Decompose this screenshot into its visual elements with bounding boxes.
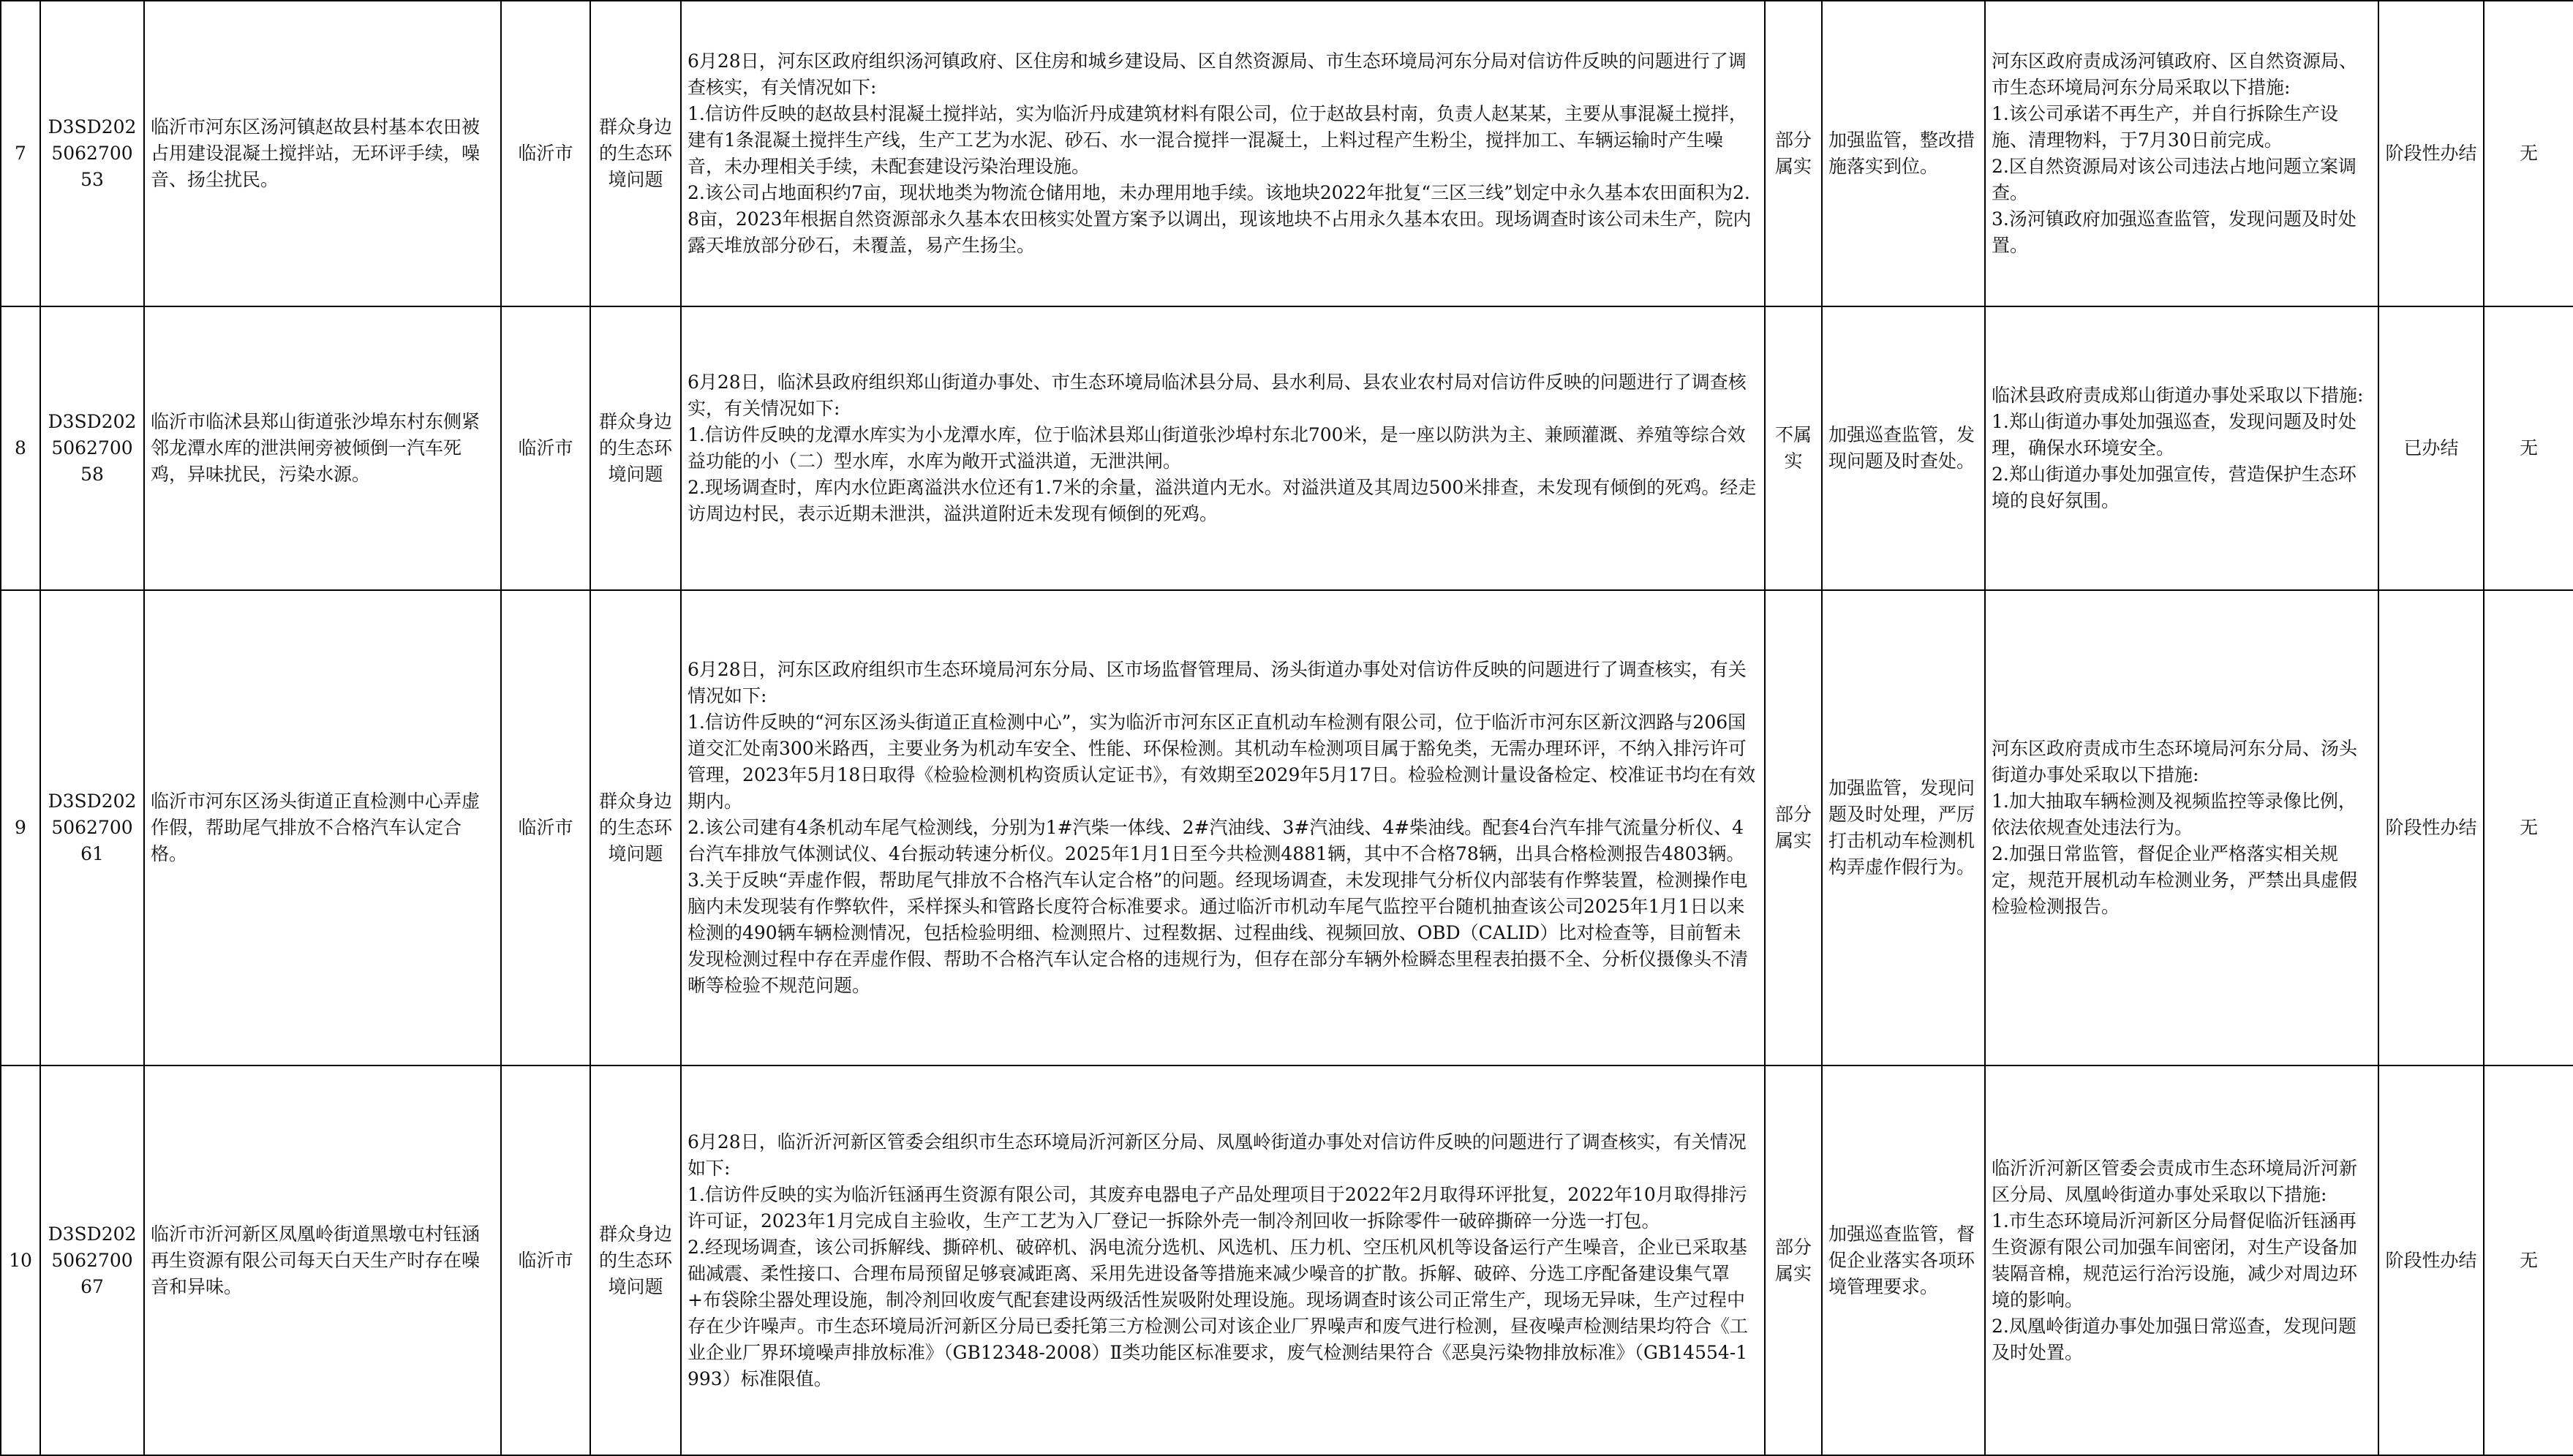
- rectification-measures: [1985, 306, 2378, 590]
- table-row: [1, 1, 2573, 306]
- case-code: D3SD202506270058: [40, 306, 144, 590]
- row-index: 8: [1, 306, 40, 590]
- investigation-result: [681, 1065, 1765, 1455]
- measure-paragraph: 河东区政府责成汤河镇政府、区自然资源局、市生态环境局河东分局采取以下措施:: [1992, 50, 2358, 98]
- measure-paragraph: 3.汤河镇政府加强巡查监管，发现问题及时处置。: [1992, 208, 2357, 256]
- measure-paragraph: 河东区政府责成市生态环境局河东分局、汤头街道办事处采取以下措施:: [1992, 738, 2358, 785]
- handling-status: 阶段性办结: [2378, 590, 2484, 1065]
- investigation-result: [681, 590, 1765, 1065]
- measure-paragraph: 2.区自然资源局对该公司违法占地问题立案调查。: [1992, 156, 2357, 203]
- measures-summary: 加强监管，整改措施落实到位。: [1822, 1, 1985, 306]
- complaint-content: 临沂市沂河新区凤凰岭街道黑墩屯村钰涵再生资源有限公司每天白天生产时存在噪音和异味。: [144, 1065, 501, 1455]
- complaint-content: 临沂市临沭县郑山街道张沙埠东村东侧紧邻龙潭水库的泄洪闸旁被倾倒一汽车死鸡，异味扰民，污染水源。: [144, 306, 501, 590]
- city: 临沂市: [501, 306, 590, 590]
- verdict: 部分属实: [1765, 1, 1822, 306]
- investigation-paragraph: 6月28日，河东区政府组织汤河镇政府、区住房和城乡建设局、区自然资源局、市生态环境局河东分局对信访件反映的问题进行了调查核实，有关情况如下:: [687, 50, 1747, 98]
- investigation-paragraph: 1.信访件反映的“河东区汤头街道正直检测中心”，实为临沂市河东区正直机动车检测有限公司，位于临沂市河东区新汶泗路与206国道交汇处南300米路西，主要业务为机动车安全、性能、环保检测。其机动车检测项目属于豁免类，无需办理环评，不纳入排污许可管理，2023年5月18日取得《检验检测机构资质认定证书》，有效期至2029年5月17日。检验检测计量设备检定、校准证书均在有效期内。: [687, 712, 1756, 812]
- city: 临沂市: [501, 1, 590, 306]
- investigation-result: [681, 1, 1765, 306]
- row-index: 10: [1, 1065, 40, 1455]
- investigation-paragraph: 1.信访件反映的赵故县村混凝土搅拌站，实为临沂丹成建筑材料有限公司，位于赵故县村南，负责人赵某某，主要从事混凝土搅拌，建有1条混凝土搅拌生产线，生产工艺为水泥、砂石、水一混合搅拌一混凝土，上料过程产生粉尘，搅拌加工、车辆运输时产生噪音，未办理相关手续，未配套建设污染治理设施。: [687, 103, 1747, 177]
- accountability: 无: [2484, 1, 2573, 306]
- measure-paragraph: 2.加强日常监管，督促企业严格落实相关规定，规范开展机动车检测业务，严禁出具虚假检验检测报告。: [1992, 843, 2358, 917]
- handling-status: 已办结: [2378, 306, 2484, 590]
- investigation-paragraph: 1.信访件反映的龙潭水库实为小龙潭水库，位于临沭县郑山街道张沙埠村东北700米，是一座以防洪为主、兼顾灌溉、养殖等综合效益功能的小（二）型水库，水库为敞开式溢洪道，无泄洪闸。: [687, 424, 1746, 472]
- measure-paragraph: 1.市生态环境局沂河新区分局督促临沂钰涵再生资源有限公司加强车间密闭，对生产设备加装隔音棉，规范运行治污设施，减少对周边环境的影响。: [1992, 1210, 2358, 1310]
- case-code: D3SD202506270067: [40, 1065, 144, 1455]
- measures-summary: 加强监管，发现问题及时处理，严厉打击机动车检测机构弄虚作假行为。: [1822, 590, 1985, 1065]
- row-index: 9: [1, 590, 40, 1065]
- investigation-paragraph: 2.现场调查时，库内水位距离溢洪水位还有1.7米的余量，溢洪道内无水。对溢洪道及其周边500米排查，未发现有倾倒的死鸡。经走访周边村民，表示近期未泄洪，溢洪道附近未发现有倾倒的死鸡。: [687, 477, 1757, 524]
- investigation-paragraph: 2.该公司占地面积约7亩，现状地类为物流仓储用地，未办理用地手续。该地块2022年批复“三区三线”划定中永久基本农田面积为2.8亩，2023年根据自然资源部永久基本农田核实处置方案予以调出，现该地块不占用永久基本农田。现场调查时该公司未生产，院内露天堆放部分砂石，未覆盖，易产生扬尘。: [687, 182, 1752, 256]
- measure-paragraph: 临沭县政府责成郑山街道办事处采取以下措施:: [1992, 385, 2364, 406]
- complaint-content: 临沂市河东区汤头街道正直检测中心弄虚作假，帮助尾气排放不合格汽车认定合格。: [144, 590, 501, 1065]
- table-row: [1, 590, 2573, 1065]
- measure-paragraph: 临沂沂河新区管委会责成市生态环境局沂河新区分局、凤凰岭街道办事处采取以下措施:: [1992, 1157, 2358, 1205]
- table-row: [1, 1065, 2573, 1455]
- handling-status: 阶段性办结: [2378, 1065, 2484, 1455]
- complaint-content: 临沂市河东区汤河镇赵故县村基本农田被占用建设混凝土搅拌站，无环评手续，噪音、扬尘扰民。: [144, 1, 501, 306]
- issue-category: 群众身边的生态环境问题: [590, 590, 681, 1065]
- verdict: 不属实: [1765, 306, 1822, 590]
- case-code: D3SD202506270053: [40, 1, 144, 306]
- accountability: 无: [2484, 306, 2573, 590]
- issue-category: 群众身边的生态环境问题: [590, 1, 681, 306]
- verdict: 部分属实: [1765, 590, 1822, 1065]
- case-code: D3SD202506270061: [40, 590, 144, 1065]
- measure-paragraph: 1.郑山街道办事处加强巡查，发现问题及时处理，确保水环境安全。: [1992, 411, 2357, 459]
- investigation-paragraph: 1.信访件反映的实为临沂钰涵再生资源有限公司，其废弃电器电子产品处理项目于2022年2月取得环评批复，2022年10月取得排污许可证，2023年1月完成自主验收，生产工艺为入厂登记一拆除外壳一制冷剂回收一拆除零件一破碎撕碎一分选一打包。: [687, 1183, 1747, 1231]
- city: 临沂市: [501, 1065, 590, 1455]
- rectification-measures: [1985, 1065, 2378, 1455]
- city: 临沂市: [501, 590, 590, 1065]
- issue-category: 群众身边的生态环境问题: [590, 306, 681, 590]
- measure-paragraph: 2.郑山街道办事处加强宣传，营造保护生态环境的良好氛围。: [1992, 464, 2357, 511]
- investigation-paragraph: 2.经现场调查，该公司拆解线、撕碎机、破碎机、涡电流分选机、风选机、压力机、空压机风机等设备运行产生噪音，企业已采取基础减震、柔性接口、合理布局预留足够衰减距离、采用先进设备等措施来减少噪音的扩散。拆解、破碎、分选工序配备建设集气罩+布袋除尘器处理设施，制冷剂回收废气配套建设两级活性炭吸附处理设施。现场调查时该公司正常生产，现场无异味，生产过程中存在少许噪声。市生态环境局沂河新区分局已委托第三方检测公司对该企业厂界噪声和废气进行检测，昼夜噪声检测结果均符合《工业企业厂界环境噪声排放标准》（GB12348-2008）Ⅱ类功能区标准要求，废气检测结果符合《恶臭污染物排放标准》（GB14554-1993）标准限值。: [687, 1236, 1749, 1389]
- investigation-paragraph: 6月28日，临沂沂河新区管委会组织市生态环境局沂河新区分局、凤凰岭街道办事处对信访件反映的问题进行了调查核实，有关情况如下:: [687, 1131, 1747, 1179]
- investigation-paragraph: 6月28日，河东区政府组织市生态环境局河东分局、区市场监督管理局、汤头街道办事处对信访件反映的问题进行了调查核实，有关情况如下:: [687, 659, 1747, 706]
- rectification-measures: [1985, 1, 2378, 306]
- accountability: 无: [2484, 1065, 2573, 1455]
- investigation-paragraph: 2.该公司建有4条机动车尾气检测线，分别为1#汽柴一体线、2#汽油线、3#汽油线、4#柴油线。配套4台汽车排气流量分析仪、4台汽车排放气体测试仪、4台振动转速分析仪。2025年1月1日至今共检测4881辆，其中不合格78辆，出具合格检测报告4803辆。: [687, 817, 1745, 864]
- investigation-result: [681, 306, 1765, 590]
- verdict: 部分属实: [1765, 1065, 1822, 1455]
- measures-summary: 加强巡查监管，发现问题及时查处。: [1822, 306, 1985, 590]
- measure-paragraph: 2.凤凰岭街道办事处加强日常巡查，发现问题及时处置。: [1992, 1315, 2357, 1363]
- measure-paragraph: 1.该公司承诺不再生产，并自行拆除生产设施、清理物料，于7月30日前完成。: [1992, 103, 2338, 151]
- investigation-paragraph: 6月28日，临沭县政府组织郑山街道办事处、市生态环境局临沭县分局、县水利局、县农业农村局对信访件反映的问题进行了调查核实，有关情况如下:: [687, 371, 1747, 419]
- accountability: 无: [2484, 590, 2573, 1065]
- measure-paragraph: 1.加大抽取车辆检测及视频监控等录像比例，依法依规查处违法行为。: [1992, 791, 2357, 838]
- handling-status: 阶段性办结: [2378, 1, 2484, 306]
- investigation-paragraph: 3.关于反映“弄虚作假，帮助尾气排放不合格汽车认定合格”的问题。经现场调查，未发现排气分析仪内部装有作弊装置，检测操作电脑内未发现装有作弊软件，采样探头和管路长度符合标准要求。通过临沂市机动车尾气监控平台随机抽查该公司2025年1月1日以来检测的490辆车辆检测情况，包括检验明细、检测照片、过程数据、过程曲线、视频回放、OBD（CALID）比对检查等，目前暂未发现检测过程中存在弄虚作假、帮助不合格汽车认定合格的违规行为，但存在部分车辆外检瞬态里程表拍摄不全、分析仪摄像头不清晰等检验不规范问题。: [687, 870, 1749, 996]
- measures-summary: 加强巡查监管，督促企业落实各项环境管理要求。: [1822, 1065, 1985, 1455]
- rectification-measures: [1985, 590, 2378, 1065]
- row-index: 7: [1, 1, 40, 306]
- issue-category: 群众身边的生态环境问题: [590, 1065, 681, 1455]
- table-row: [1, 306, 2573, 590]
